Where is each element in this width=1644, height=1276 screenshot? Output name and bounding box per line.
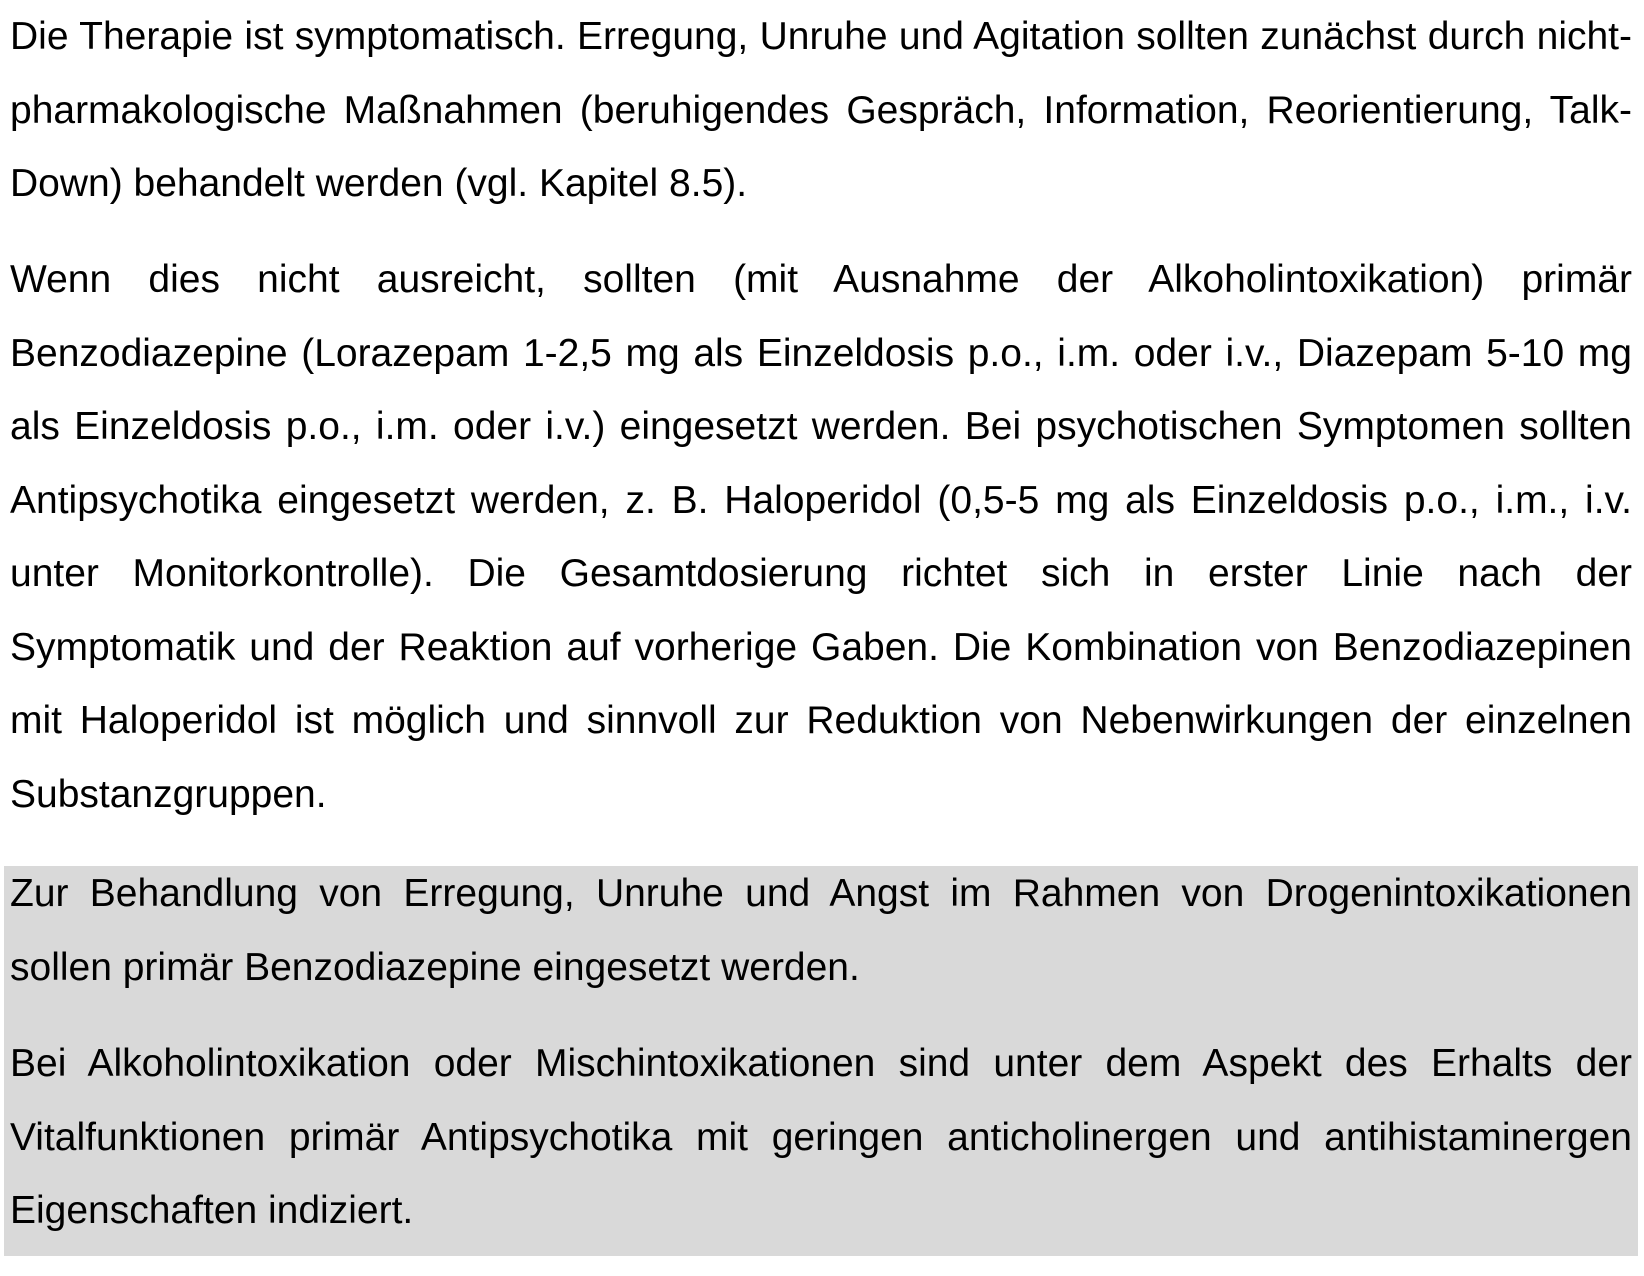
benzodiazepine-paragraph: Wenn dies nicht ausreicht, sollten (mit Ausnahme der Alkoholintoxikation) primär Benzodiazepine (Lorazepam 1-2,5 mg als Einzeldosis p.o., i.m. oder i.v., Diazepam 5-10 mg als Einzeldosis p.o., i.m. oder i.v.) eingesetzt werden. Bei psychotischen Symptomen sollten Antipsychotika eingesetzt werden, z. B. Haloperidol (0,5-5 mg als Einzeldosis p.o., i.m., i.v. unter Monitorkontrolle). Die Gesamtdosierung richtet sich in erster Linie nach der Symptomatik und der Reaktion auf vorherige Gaben. Die Kombination von Benzodiazepinen mit Haloperidol ist möglich und sinnvoll zur Reduktion von Nebenwirkungen der einzelnen Substanzgruppen. bbox=[10, 258, 1632, 816]
recommendation-paragraph-drug-intoxication: Zur Behandlung von Erregung, Unruhe und Angst im Rahmen von Drogenintoxikationen sollen primär Benzodiazepine eingesetzt werden. bbox=[10, 872, 1632, 989]
therapy-paragraph: Die Therapie ist symptomatisch. Erregung, Unruhe und Agitation sollten zunächst durch nicht-pharmakologische Maßnahmen (beruhigendes Gespräch, Information, Reorientierung, Talk-Down) behandelt werden (vgl. Kapitel 8.5). bbox=[10, 15, 1632, 205]
recommendation-paragraph-alcohol-intoxication: Bei Alkoholintoxikation oder Mischintoxikationen sind unter dem Aspekt des Erhalts der Vitalfunktionen primär Antipsychotika mit geringen anticholinergen und antihistaminergen Eigenschaften indiziert. bbox=[10, 1042, 1632, 1232]
